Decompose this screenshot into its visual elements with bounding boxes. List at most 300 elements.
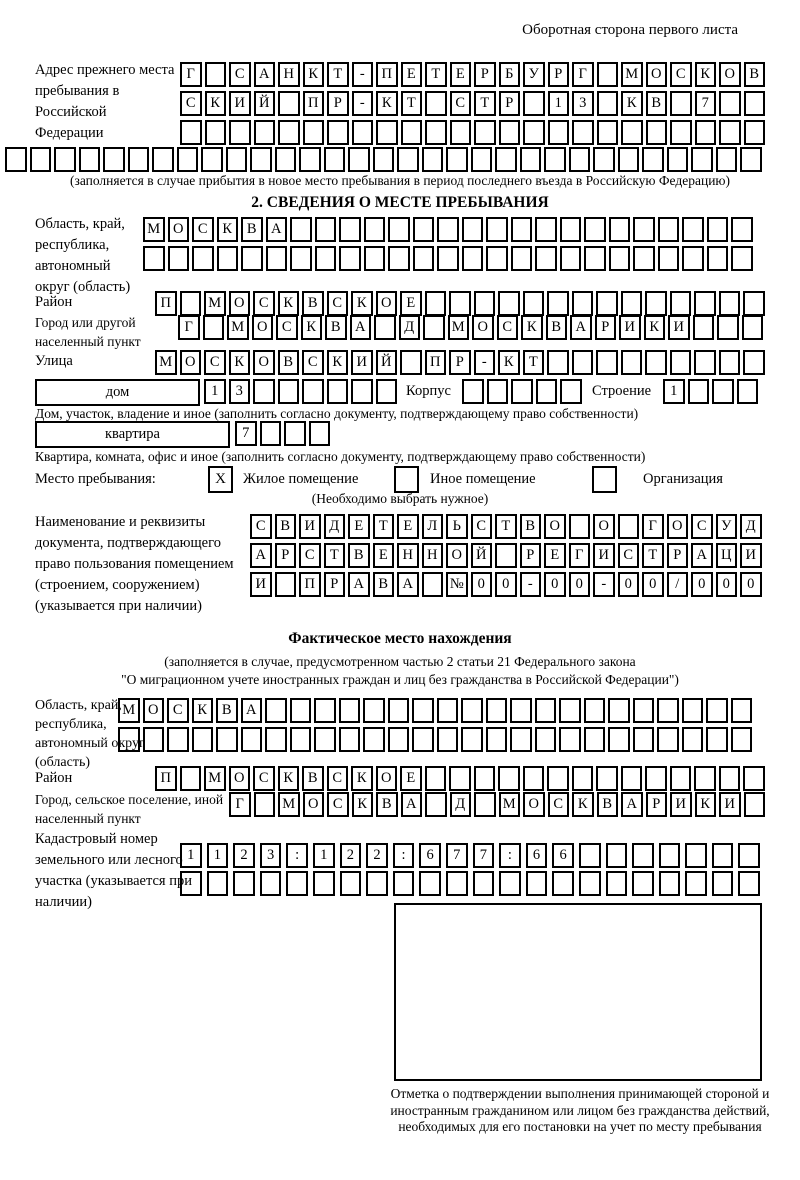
char-cell[interactable] bbox=[233, 871, 255, 896]
char-cell[interactable] bbox=[363, 698, 385, 723]
char-cell[interactable] bbox=[744, 91, 766, 116]
char-cell[interactable] bbox=[474, 120, 496, 145]
char-cell[interactable]: Д bbox=[324, 514, 346, 539]
char-cell[interactable] bbox=[419, 871, 441, 896]
char-cell[interactable]: 2 bbox=[366, 843, 388, 868]
char-cell[interactable]: 6 bbox=[526, 843, 548, 868]
char-cell[interactable]: М bbox=[143, 217, 165, 242]
char-cell[interactable] bbox=[364, 217, 386, 242]
char-cell[interactable] bbox=[659, 843, 681, 868]
char-cell[interactable]: С bbox=[276, 315, 298, 340]
char-cell[interactable] bbox=[376, 379, 398, 404]
char-cell[interactable]: К bbox=[695, 62, 717, 87]
char-cell[interactable] bbox=[462, 217, 484, 242]
char-cell[interactable]: Т bbox=[327, 62, 349, 87]
char-cell[interactable] bbox=[569, 147, 591, 172]
char-cell[interactable] bbox=[303, 120, 325, 145]
char-cell[interactable]: О bbox=[646, 62, 668, 87]
char-cell[interactable] bbox=[79, 147, 101, 172]
char-cell[interactable] bbox=[103, 147, 125, 172]
char-cell[interactable] bbox=[743, 350, 765, 375]
char-cell[interactable] bbox=[253, 379, 275, 404]
char-cell[interactable]: А bbox=[570, 315, 592, 340]
char-cell[interactable]: С bbox=[229, 62, 251, 87]
char-cell[interactable] bbox=[670, 766, 692, 791]
char-cell[interactable]: С bbox=[302, 350, 324, 375]
char-cell[interactable]: С bbox=[299, 543, 321, 568]
char-cell[interactable] bbox=[471, 147, 493, 172]
char-cell[interactable]: В bbox=[373, 572, 395, 597]
char-cell[interactable] bbox=[446, 147, 468, 172]
char-cell[interactable] bbox=[523, 766, 545, 791]
char-cell[interactable] bbox=[621, 120, 643, 145]
char-cell[interactable] bbox=[260, 871, 282, 896]
char-cell[interactable] bbox=[192, 246, 214, 271]
char-cell[interactable]: И bbox=[740, 543, 762, 568]
char-cell[interactable] bbox=[633, 727, 655, 752]
char-cell[interactable]: И bbox=[351, 350, 373, 375]
char-cell[interactable]: Е bbox=[544, 543, 566, 568]
char-cell[interactable] bbox=[609, 217, 631, 242]
char-cell[interactable] bbox=[712, 379, 734, 404]
char-cell[interactable] bbox=[744, 792, 766, 817]
char-cell[interactable]: И bbox=[619, 315, 641, 340]
char-cell[interactable]: П bbox=[425, 350, 447, 375]
char-cell[interactable]: К bbox=[278, 291, 300, 316]
char-cell[interactable]: 0 bbox=[544, 572, 566, 597]
char-cell[interactable] bbox=[462, 246, 484, 271]
char-cell[interactable] bbox=[290, 698, 312, 723]
char-cell[interactable]: - bbox=[520, 572, 542, 597]
char-cell[interactable]: Д bbox=[740, 514, 762, 539]
char-cell[interactable] bbox=[229, 120, 251, 145]
char-cell[interactable] bbox=[632, 871, 654, 896]
char-cell[interactable]: С bbox=[253, 291, 275, 316]
char-cell[interactable]: С bbox=[327, 291, 349, 316]
char-cell[interactable] bbox=[364, 246, 386, 271]
char-cell[interactable]: 1 bbox=[663, 379, 685, 404]
char-cell[interactable]: А bbox=[401, 792, 423, 817]
char-cell[interactable]: М bbox=[448, 315, 470, 340]
char-cell[interactable]: 0 bbox=[471, 572, 493, 597]
char-cell[interactable] bbox=[511, 379, 533, 404]
char-cell[interactable] bbox=[486, 698, 508, 723]
char-cell[interactable] bbox=[670, 120, 692, 145]
char-cell[interactable]: К bbox=[278, 766, 300, 791]
char-cell[interactable]: П bbox=[155, 766, 177, 791]
char-cell[interactable]: Р bbox=[499, 91, 521, 116]
char-cell[interactable] bbox=[388, 217, 410, 242]
char-cell[interactable]: 7 bbox=[235, 421, 257, 446]
char-cell[interactable]: В bbox=[546, 315, 568, 340]
char-cell[interactable] bbox=[205, 120, 227, 145]
char-cell[interactable] bbox=[657, 698, 679, 723]
char-cell[interactable]: К bbox=[644, 315, 666, 340]
char-cell[interactable]: К bbox=[303, 62, 325, 87]
char-cell[interactable]: / bbox=[667, 572, 689, 597]
char-cell[interactable] bbox=[731, 217, 753, 242]
char-cell[interactable] bbox=[579, 871, 601, 896]
char-cell[interactable]: Т bbox=[642, 543, 664, 568]
char-cell[interactable] bbox=[706, 727, 728, 752]
char-cell[interactable] bbox=[290, 727, 312, 752]
char-cell[interactable] bbox=[670, 291, 692, 316]
char-cell[interactable] bbox=[731, 727, 753, 752]
char-cell[interactable]: К bbox=[695, 792, 717, 817]
char-cell[interactable] bbox=[744, 120, 766, 145]
char-cell[interactable] bbox=[552, 871, 574, 896]
char-cell[interactable] bbox=[339, 217, 361, 242]
char-cell[interactable]: Т bbox=[324, 543, 346, 568]
char-cell[interactable]: С bbox=[180, 91, 202, 116]
char-cell[interactable] bbox=[461, 698, 483, 723]
char-cell[interactable] bbox=[327, 379, 349, 404]
char-cell[interactable]: 7 bbox=[473, 843, 495, 868]
char-cell[interactable] bbox=[693, 315, 715, 340]
char-cell[interactable]: Р bbox=[520, 543, 542, 568]
char-cell[interactable] bbox=[425, 120, 447, 145]
char-cell[interactable]: Р bbox=[324, 572, 346, 597]
char-cell[interactable] bbox=[523, 291, 545, 316]
char-cell[interactable]: 3 bbox=[229, 379, 251, 404]
char-cell[interactable]: Д bbox=[399, 315, 421, 340]
char-cell[interactable] bbox=[30, 147, 52, 172]
char-cell[interactable]: 0 bbox=[618, 572, 640, 597]
char-cell[interactable]: 7 bbox=[446, 843, 468, 868]
char-cell[interactable] bbox=[207, 871, 229, 896]
char-cell[interactable] bbox=[449, 291, 471, 316]
char-cell[interactable] bbox=[548, 120, 570, 145]
char-cell[interactable]: К bbox=[229, 350, 251, 375]
char-cell[interactable]: В bbox=[216, 698, 238, 723]
char-cell[interactable]: Р bbox=[275, 543, 297, 568]
char-cell[interactable]: О bbox=[229, 766, 251, 791]
char-cell[interactable] bbox=[425, 792, 447, 817]
char-cell[interactable]: М bbox=[155, 350, 177, 375]
char-cell[interactable]: Л bbox=[422, 514, 444, 539]
char-cell[interactable] bbox=[412, 698, 434, 723]
char-cell[interactable] bbox=[682, 217, 704, 242]
char-cell[interactable] bbox=[606, 871, 628, 896]
char-cell[interactable]: У bbox=[523, 62, 545, 87]
char-cell[interactable] bbox=[314, 698, 336, 723]
char-cell[interactable] bbox=[737, 379, 759, 404]
char-cell[interactable]: : bbox=[393, 843, 415, 868]
char-cell[interactable] bbox=[241, 727, 263, 752]
char-cell[interactable]: О bbox=[303, 792, 325, 817]
char-cell[interactable]: М bbox=[204, 291, 226, 316]
char-cell[interactable]: А bbox=[254, 62, 276, 87]
char-cell[interactable] bbox=[313, 871, 335, 896]
char-cell[interactable]: - bbox=[593, 572, 615, 597]
char-cell[interactable]: С bbox=[497, 315, 519, 340]
char-cell[interactable] bbox=[205, 62, 227, 87]
char-cell[interactable] bbox=[560, 217, 582, 242]
char-cell[interactable]: Г bbox=[569, 543, 591, 568]
char-cell[interactable]: У bbox=[716, 514, 738, 539]
char-cell[interactable] bbox=[278, 379, 300, 404]
char-cell[interactable] bbox=[226, 147, 248, 172]
char-cell[interactable] bbox=[315, 217, 337, 242]
char-cell[interactable]: С bbox=[204, 350, 226, 375]
char-cell[interactable]: К bbox=[621, 91, 643, 116]
char-cell[interactable]: Р bbox=[667, 543, 689, 568]
char-cell[interactable]: А bbox=[241, 698, 263, 723]
char-cell[interactable]: А bbox=[691, 543, 713, 568]
char-cell[interactable] bbox=[633, 246, 655, 271]
char-cell[interactable]: И bbox=[229, 91, 251, 116]
char-cell[interactable]: 1 bbox=[204, 379, 226, 404]
char-cell[interactable] bbox=[572, 120, 594, 145]
char-cell[interactable]: А bbox=[250, 543, 272, 568]
char-cell[interactable] bbox=[706, 698, 728, 723]
char-cell[interactable]: 2 bbox=[340, 843, 362, 868]
char-cell[interactable]: Р bbox=[474, 62, 496, 87]
char-cell[interactable] bbox=[486, 727, 508, 752]
char-cell[interactable]: И bbox=[719, 792, 741, 817]
char-cell[interactable]: В bbox=[302, 291, 324, 316]
char-cell[interactable]: 3 bbox=[260, 843, 282, 868]
char-cell[interactable] bbox=[717, 315, 739, 340]
char-cell[interactable] bbox=[177, 147, 199, 172]
char-cell[interactable]: Ь bbox=[446, 514, 468, 539]
char-cell[interactable] bbox=[351, 379, 373, 404]
char-cell[interactable] bbox=[584, 246, 606, 271]
char-cell[interactable] bbox=[201, 147, 223, 172]
char-cell[interactable] bbox=[731, 698, 753, 723]
char-cell[interactable]: О bbox=[168, 217, 190, 242]
char-cell[interactable] bbox=[584, 698, 606, 723]
char-cell[interactable] bbox=[535, 698, 557, 723]
char-cell[interactable] bbox=[254, 792, 276, 817]
char-cell[interactable] bbox=[324, 147, 346, 172]
char-cell[interactable] bbox=[217, 246, 239, 271]
char-cell[interactable] bbox=[290, 217, 312, 242]
char-cell[interactable]: А bbox=[266, 217, 288, 242]
char-cell[interactable] bbox=[645, 350, 667, 375]
char-cell[interactable] bbox=[143, 727, 165, 752]
char-cell[interactable]: С bbox=[327, 792, 349, 817]
char-cell[interactable]: О bbox=[229, 291, 251, 316]
char-cell[interactable]: 1 bbox=[180, 843, 202, 868]
char-cell[interactable] bbox=[743, 766, 765, 791]
char-cell[interactable] bbox=[560, 379, 582, 404]
char-cell[interactable]: В bbox=[597, 792, 619, 817]
char-cell[interactable]: Е bbox=[400, 291, 422, 316]
char-cell[interactable]: 0 bbox=[691, 572, 713, 597]
char-cell[interactable] bbox=[731, 246, 753, 271]
char-cell[interactable] bbox=[437, 246, 459, 271]
char-cell[interactable]: : bbox=[499, 843, 521, 868]
char-cell[interactable]: № bbox=[446, 572, 468, 597]
char-cell[interactable] bbox=[597, 91, 619, 116]
char-cell[interactable] bbox=[667, 147, 689, 172]
char-cell[interactable] bbox=[278, 91, 300, 116]
char-cell[interactable]: Й bbox=[471, 543, 493, 568]
char-cell[interactable]: К bbox=[327, 350, 349, 375]
char-cell[interactable] bbox=[299, 147, 321, 172]
char-cell[interactable] bbox=[5, 147, 27, 172]
char-cell[interactable]: А bbox=[621, 792, 643, 817]
char-cell[interactable] bbox=[260, 421, 282, 446]
char-cell[interactable] bbox=[241, 246, 263, 271]
char-cell[interactable]: Р bbox=[548, 62, 570, 87]
char-cell[interactable] bbox=[265, 727, 287, 752]
char-cell[interactable]: - bbox=[474, 350, 496, 375]
char-cell[interactable]: О bbox=[719, 62, 741, 87]
char-cell[interactable]: Н bbox=[397, 543, 419, 568]
char-cell[interactable]: 0 bbox=[716, 572, 738, 597]
char-cell[interactable] bbox=[547, 291, 569, 316]
char-cell[interactable] bbox=[373, 147, 395, 172]
char-cell[interactable] bbox=[290, 246, 312, 271]
char-cell[interactable]: И bbox=[670, 792, 692, 817]
char-cell[interactable] bbox=[487, 379, 509, 404]
char-cell[interactable] bbox=[712, 843, 734, 868]
char-cell[interactable]: К bbox=[352, 792, 374, 817]
char-cell[interactable] bbox=[203, 315, 225, 340]
char-cell[interactable]: Г bbox=[180, 62, 202, 87]
char-cell[interactable] bbox=[657, 727, 679, 752]
char-cell[interactable] bbox=[413, 217, 435, 242]
char-cell[interactable] bbox=[339, 246, 361, 271]
char-cell[interactable]: Б bbox=[499, 62, 521, 87]
char-cell[interactable] bbox=[523, 91, 545, 116]
char-cell[interactable]: Н bbox=[278, 62, 300, 87]
char-cell[interactable] bbox=[437, 727, 459, 752]
char-cell[interactable] bbox=[376, 120, 398, 145]
char-cell[interactable]: С bbox=[691, 514, 713, 539]
char-cell[interactable]: В bbox=[275, 514, 297, 539]
char-cell[interactable] bbox=[412, 727, 434, 752]
char-cell[interactable] bbox=[366, 871, 388, 896]
char-cell[interactable]: Е bbox=[397, 514, 419, 539]
char-cell[interactable]: А bbox=[348, 572, 370, 597]
char-cell[interactable] bbox=[719, 91, 741, 116]
char-cell[interactable]: К bbox=[205, 91, 227, 116]
char-cell[interactable] bbox=[742, 315, 764, 340]
char-cell[interactable] bbox=[694, 766, 716, 791]
char-cell[interactable] bbox=[712, 871, 734, 896]
char-cell[interactable]: 0 bbox=[495, 572, 517, 597]
char-cell[interactable]: Р bbox=[646, 792, 668, 817]
char-cell[interactable] bbox=[486, 217, 508, 242]
char-cell[interactable] bbox=[348, 147, 370, 172]
char-cell[interactable]: О bbox=[593, 514, 615, 539]
char-cell[interactable]: С bbox=[450, 91, 472, 116]
char-cell[interactable] bbox=[425, 91, 447, 116]
char-cell[interactable]: И bbox=[299, 514, 321, 539]
char-cell[interactable] bbox=[523, 120, 545, 145]
char-cell[interactable] bbox=[128, 147, 150, 172]
char-cell[interactable] bbox=[486, 246, 508, 271]
char-cell[interactable] bbox=[685, 871, 707, 896]
char-cell[interactable] bbox=[168, 246, 190, 271]
char-cell[interactable] bbox=[572, 766, 594, 791]
char-cell[interactable] bbox=[499, 871, 521, 896]
char-cell[interactable] bbox=[363, 727, 385, 752]
char-cell[interactable] bbox=[374, 315, 396, 340]
char-cell[interactable]: М bbox=[204, 766, 226, 791]
char-cell[interactable]: К bbox=[572, 792, 594, 817]
char-cell[interactable]: К bbox=[351, 291, 373, 316]
char-cell[interactable] bbox=[597, 62, 619, 87]
char-cell[interactable] bbox=[632, 843, 654, 868]
char-cell[interactable] bbox=[618, 514, 640, 539]
char-cell[interactable] bbox=[143, 246, 165, 271]
char-cell[interactable]: К bbox=[192, 698, 214, 723]
char-cell[interactable] bbox=[535, 217, 557, 242]
char-cell[interactable] bbox=[685, 843, 707, 868]
char-cell[interactable] bbox=[694, 350, 716, 375]
char-cell[interactable]: 0 bbox=[569, 572, 591, 597]
char-cell[interactable]: К bbox=[217, 217, 239, 242]
char-cell[interactable] bbox=[596, 766, 618, 791]
char-cell[interactable] bbox=[719, 120, 741, 145]
char-cell[interactable] bbox=[608, 698, 630, 723]
char-cell[interactable] bbox=[645, 766, 667, 791]
char-cell[interactable] bbox=[462, 379, 484, 404]
char-cell[interactable]: С bbox=[192, 217, 214, 242]
char-cell[interactable]: М bbox=[278, 792, 300, 817]
char-cell[interactable]: А bbox=[350, 315, 372, 340]
char-cell[interactable]: О bbox=[252, 315, 274, 340]
char-cell[interactable] bbox=[425, 766, 447, 791]
char-cell[interactable] bbox=[596, 291, 618, 316]
char-cell[interactable] bbox=[152, 147, 174, 172]
char-cell[interactable]: Е bbox=[401, 62, 423, 87]
char-cell[interactable] bbox=[266, 246, 288, 271]
char-cell[interactable] bbox=[526, 871, 548, 896]
char-cell[interactable]: М bbox=[118, 698, 140, 723]
char-cell[interactable]: П bbox=[155, 291, 177, 316]
stay-type-checkbox-organization[interactable] bbox=[592, 466, 617, 493]
char-cell[interactable]: П bbox=[299, 572, 321, 597]
char-cell[interactable]: 7 bbox=[695, 91, 717, 116]
char-cell[interactable]: С bbox=[471, 514, 493, 539]
char-cell[interactable] bbox=[265, 698, 287, 723]
char-cell[interactable] bbox=[118, 727, 140, 752]
char-cell[interactable]: 1 bbox=[313, 843, 335, 868]
char-cell[interactable] bbox=[738, 871, 760, 896]
char-cell[interactable] bbox=[352, 120, 374, 145]
char-cell[interactable] bbox=[474, 291, 496, 316]
char-cell[interactable]: 0 bbox=[740, 572, 762, 597]
char-cell[interactable]: С bbox=[250, 514, 272, 539]
char-cell[interactable] bbox=[621, 350, 643, 375]
char-cell[interactable]: М bbox=[499, 792, 521, 817]
char-cell[interactable]: Е bbox=[450, 62, 472, 87]
char-cell[interactable] bbox=[621, 766, 643, 791]
char-cell[interactable]: С bbox=[167, 698, 189, 723]
char-cell[interactable]: Й bbox=[376, 350, 398, 375]
char-cell[interactable] bbox=[608, 727, 630, 752]
char-cell[interactable] bbox=[250, 147, 272, 172]
char-cell[interactable]: Е bbox=[348, 514, 370, 539]
char-cell[interactable] bbox=[339, 698, 361, 723]
char-cell[interactable]: М bbox=[227, 315, 249, 340]
char-cell[interactable]: С bbox=[327, 766, 349, 791]
char-cell[interactable]: К bbox=[498, 350, 520, 375]
char-cell[interactable]: О bbox=[523, 792, 545, 817]
char-cell[interactable] bbox=[474, 766, 496, 791]
char-cell[interactable] bbox=[397, 147, 419, 172]
char-cell[interactable] bbox=[284, 421, 306, 446]
char-cell[interactable]: К bbox=[301, 315, 323, 340]
char-cell[interactable] bbox=[437, 698, 459, 723]
char-cell[interactable]: 6 bbox=[419, 843, 441, 868]
char-cell[interactable] bbox=[560, 246, 582, 271]
